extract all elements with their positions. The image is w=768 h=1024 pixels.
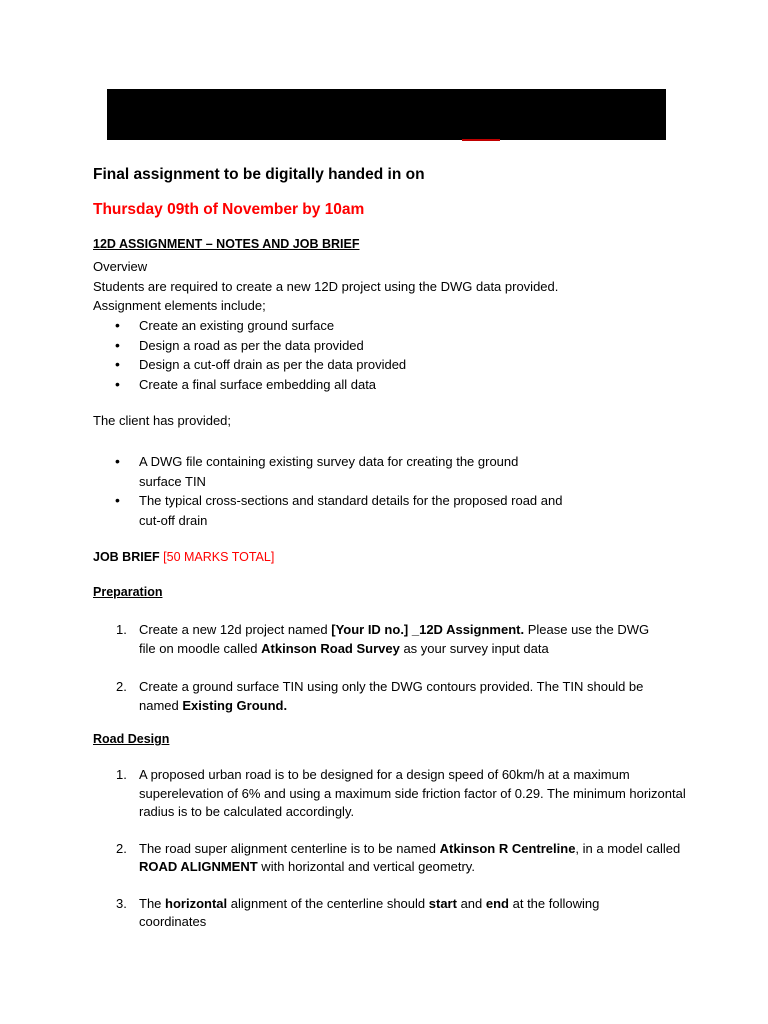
list-item: 2. The road super alignment centerline is to be named Atkinson R Centreline, in a model called ROAD ALIGNMENT with horizontal and vertical geometry.: [116, 840, 681, 874]
preparation-steps: [93, 621, 653, 715]
hand-in-title: Final assignment to be digitally handed in on: [93, 166, 425, 183]
list-item: • Design a cut-off drain as per the data provided: [93, 355, 406, 375]
preparation-heading: Preparation: [93, 585, 163, 599]
list-item: • Design a road as per the data provided: [93, 336, 406, 356]
overview-label: Overview: [93, 259, 148, 274]
list-item: [93, 491, 562, 530]
list-item: 3. The horizontal alignment of the centerline should start and end at the following coordinates: [116, 895, 600, 929]
job-brief-marks: [50 MARKS TOTAL]: [163, 550, 275, 564]
client-item-1-line-1: A DWG file containing existing survey data for creating the ground: [139, 454, 519, 469]
client-item-2-line-2: cut-off drain: [139, 512, 208, 528]
client-intro: The client has provided;: [93, 413, 232, 428]
redacted-header-block: [107, 89, 666, 140]
step-number: 1.: [116, 622, 127, 637]
client-item-2-line-1: The typical cross-sections and standard details for the proposed road and: [139, 493, 563, 508]
job-brief-label: JOB BRIEF: [93, 550, 160, 564]
step-number: 3.: [116, 895, 127, 911]
client-item-1-line-2: surface TIN: [139, 473, 206, 489]
road-design-steps: [93, 766, 689, 932]
list-item: 1. Create a new 12d project named [Your ID no.] _12D Assignment. Please use the DWG file on moodle called Atkinson Road Survey as your survey input data: [116, 622, 650, 656]
step-number: 1.: [116, 767, 127, 782]
step-number: 2.: [116, 840, 127, 856]
list-item: 2. Create a ground surface TIN using only the DWG contours provided. The TIN should be named Existing Ground.: [116, 679, 644, 713]
client-provided-list: [93, 452, 562, 530]
road-design-heading: Road Design: [93, 732, 170, 746]
hand-in-deadline: Thursday 09th of November by 10am: [93, 201, 365, 218]
job-brief-heading: [93, 550, 274, 564]
redaction-red-mark: [462, 139, 500, 141]
overview-line-2: Assignment elements include;: [93, 298, 266, 313]
assignment-elements-list: [93, 316, 406, 394]
list-item: [93, 452, 562, 491]
list-item: • Create an existing ground surface: [93, 316, 406, 336]
list-item: • Create a final surface embedding all data: [93, 375, 406, 395]
brief-heading: 12D ASSIGNMENT – NOTES AND JOB BRIEF: [93, 237, 360, 251]
list-item: 1. A proposed urban road is to be designed for a design speed of 60km/h at a maximum superelevation of 6% and using a maximum side friction factor of 0.29. The minimum horizontal radius is to be calculated accordingly.: [116, 767, 686, 819]
step-number: 2.: [116, 679, 127, 694]
overview-line-1: Students are required to create a new 12D project using the DWG data provided.: [93, 279, 559, 294]
